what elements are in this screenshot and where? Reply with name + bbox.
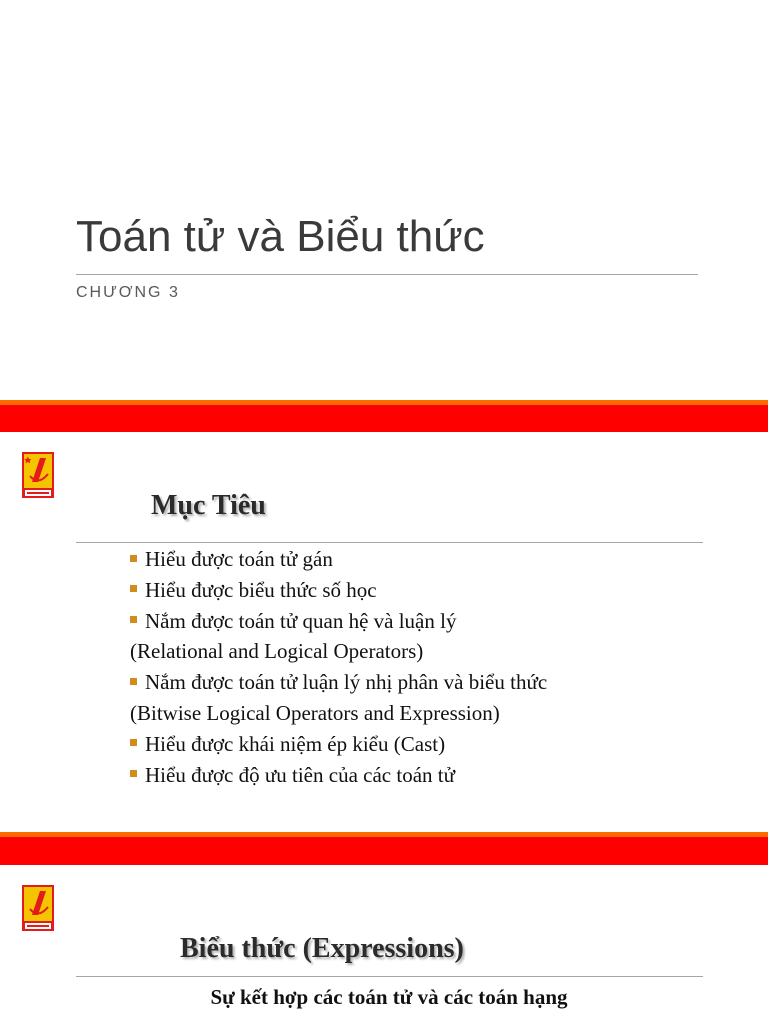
objectives-slide [0,432,768,832]
title-divider [76,274,698,275]
objective-text: Hiểu được khái niệm ép kiểu (Cast) [145,731,446,756]
objective-item [130,544,547,575]
objective-text: Nắm được toán tử quan hệ và luận lý [145,608,457,633]
objective-text: (Relational and Logical Operators) [130,639,424,664]
expressions-slide [0,865,768,1024]
objective-item [130,575,547,606]
objectives-list [130,544,547,790]
objective-item-continuation [130,698,547,729]
slide-separator-band [0,832,768,865]
slide-separator-band [0,400,768,432]
bullet-icon [130,616,137,623]
bullet-icon [130,585,137,592]
chapter-label: CHƯƠNG 3 [76,284,180,301]
title-slide [0,0,768,400]
definition-text: Sự kết hợp các toán tử và các toán hạng [210,985,568,1009]
heading-divider [76,542,703,543]
bullet-icon [130,678,137,685]
slide-title: Toán tử và Biểu thức [76,212,485,261]
slide-heading: Biểu thức (Expressions) [180,933,464,964]
objective-item [130,760,547,791]
objective-text: Nắm được toán tử luận lý nhị phân và biểu thức [145,670,548,695]
objective-text: Hiểu được toán tử gán [145,547,333,571]
bullet-icon [130,555,137,562]
objective-text: Hiểu được độ ưu tiên của các toán tử [145,762,455,787]
school-logo-icon [22,885,54,931]
bullet-icon [130,739,137,746]
school-logo-icon [22,452,54,498]
heading-divider [76,976,703,977]
bullet-icon [130,770,137,777]
objective-item [130,606,547,637]
objective-text: (Bitwise Logical Operators and Expression) [130,700,500,725]
objective-item [130,729,547,760]
objective-item-continuation [130,636,547,667]
slide-heading: Mục Tiêu [151,490,266,521]
objective-text: Hiểu được biểu thức số học [145,577,377,602]
objective-item [130,667,547,698]
